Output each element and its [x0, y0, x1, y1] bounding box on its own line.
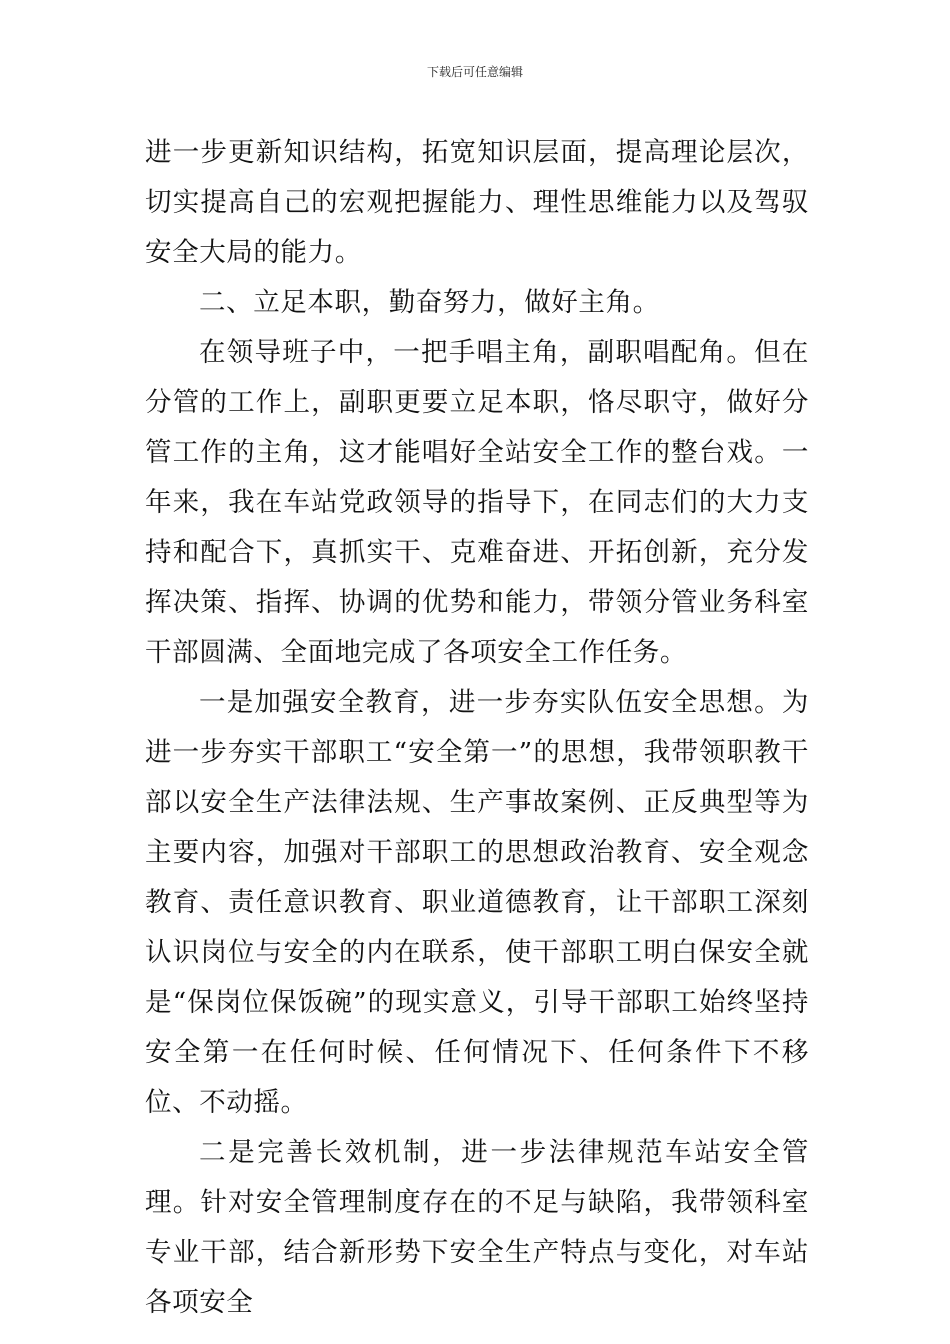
section-heading: 二、立足本职，勤奋努力，做好主角。: [199, 287, 660, 318]
paragraph-safety-education: 一是加强安全教育，进一步夯实队伍安全思想。为进一步夯实干部职工“安全第一”的思想，我带领职教干部以安全生产法律法规、生产事故案例、正反典型等为主要内容，加强对干部职工的思想政治教育、安全观念教育、责任意识教育、职业道德教育，让干部职工深刻认识岗位与安全的内在联系，使干部职工明白保安全就是“保岗位保饭碗”的现实意义，引导干部职工始终坚持安全第一在任何时候、任何情况下、任何条件下不移位、不动摇。: [145, 687, 809, 1118]
paragraph-long-term-mechanism: 二是完善长效机制，进一步法律规范车站安全管理。针对安全管理制度存在的不足与缺陷，我带领科室专业干部，结合新形势下安全生产特点与变化，对车站各项安全: [145, 1137, 809, 1318]
page-header-note: 下载后可任意编辑: [426, 65, 523, 79]
paragraph-continuation: 进一步更新知识结构，拓宽知识层面，提高理论层次，切实提高自己的宏观把握能力、理性思维能力以及驾驭安全大局的能力。: [145, 137, 809, 268]
paragraph-leadership-role: 在领导班子中，一把手唱主角，副职唱配角。但在分管的工作上，副职更要立足本职，恪尽职守，做好分管工作的主角，这才能唱好全站安全工作的整台戏。一年来，我在车站党政领导的指导下，在同志们的大力支持和配合下，真抓实干、克难奋进、开拓创新，充分发挥决策、指挥、协调的优势和能力，带领分管业务科室干部圆满、全面地完成了各项安全工作任务。: [145, 337, 809, 668]
document-body: [145, 128, 809, 1328]
